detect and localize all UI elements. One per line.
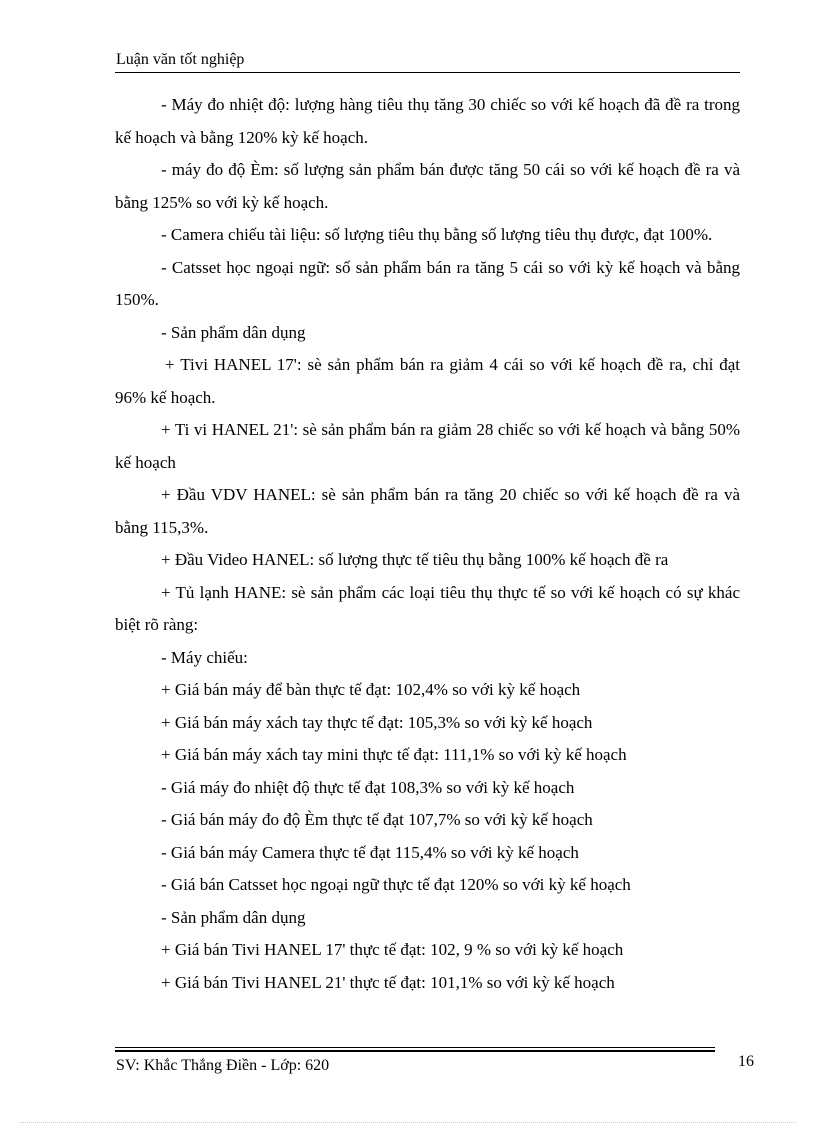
header-title: Luận văn tốt nghiệp bbox=[116, 51, 245, 68]
paragraph: - Sản phẩm dân dụng bbox=[161, 907, 306, 927]
paragraph: + Giá bán máy xách tay mini thực tế đạt: 111,1% so với kỳ kế hoạch bbox=[161, 745, 627, 764]
paragraph: + Giá bán Tivi HANEL 17' thực tế đạt: 102, 9 % so với kỳ kế hoạch bbox=[161, 940, 624, 959]
header-rule bbox=[115, 72, 740, 73]
paragraph: - Giá bán máy đo độ Èm thực tế đạt 107,7% so với kỳ kế hoạch bbox=[161, 810, 593, 829]
paragraph: - Sản phẩm dân dụng bbox=[161, 322, 306, 342]
page-number: 16 bbox=[738, 1053, 754, 1070]
paragraph: + Ti vi HANEL 21': sè sản phẩm bán ra giảm 28 chiếc so với kế hoạch và bằng 50% kế hoạch bbox=[115, 420, 740, 472]
paragraph: + Tivi HANEL 17': sè sản phẩm bán ra giảm 4 cái so với kế hoạch đề ra, chỉ đạt 96% kế hoạch. bbox=[115, 355, 740, 407]
footer-rule bbox=[115, 1047, 715, 1048]
paragraph: - Giá bán Catsset học ngoại ngữ thực tế đạt 120% so với kỳ kế hoạch bbox=[161, 875, 631, 894]
paragraph: - Giá máy đo nhiệt độ thực tế đạt 108,3% so với kỳ kế hoạch bbox=[161, 777, 575, 797]
paragraph: + Giá bán máy để bàn thực tế đạt: 102,4% so với kỳ kế hoạch bbox=[161, 680, 581, 699]
paragraph: + Đầu VDV HANEL: sè sản phẩm bán ra tăng 20 chiếc so với kế hoạch đề ra và bằng 115,3%. bbox=[115, 485, 740, 537]
footer-rule bbox=[115, 1050, 715, 1052]
paragraph: + Đầu Video HANEL: số lượng thực tế tiêu thụ bằng 100% kế hoạch đề ra bbox=[161, 550, 669, 569]
paragraph: - Máy chiếu: bbox=[161, 647, 248, 667]
paragraph: - Giá bán máy Camera thực tế đạt 115,4% so với kỳ kế hoạch bbox=[161, 842, 579, 862]
paragraph: + Tủ lạnh HANE: sè sản phẩm các loại tiêu thụ thực tế so với kế hoạch có sự khác biệt rõ ràng: bbox=[115, 582, 740, 634]
paragraph: + Giá bán máy xách tay thực tế đạt: 105,3% so với kỳ kế hoạch bbox=[161, 712, 593, 732]
body-text bbox=[115, 89, 740, 999]
footer-author: SV: Khắc Thắng Điền - Lớp: 620 bbox=[116, 1057, 330, 1074]
paragraph: + Giá bán Tivi HANEL 21' thực tế đạt: 101,1% so với kỳ kế hoạch bbox=[161, 972, 615, 992]
paragraph: - Catsset học ngoại ngữ: số sản phẩm bán ra tăng 5 cái so với kỳ kế hoạch và bằng 150%. bbox=[115, 257, 740, 309]
paragraph: - Camera chiếu tài liệu: số lượng tiêu thụ bằng số lượng tiêu thụ được, đạt 100%. bbox=[161, 225, 713, 244]
paragraph: - Máy đo nhiệt độ: lượng hàng tiêu thụ tăng 30 chiếc so với kế hoạch đã đề ra trong kế hoạch và bằng 120% kỳ kế hoạch. bbox=[115, 95, 740, 147]
paragraph: - máy đo độ Èm: số lượng sản phẩm bán được tăng 50 cái so với kế hoạch đề ra và bằng 125% so với kỳ kế hoạch. bbox=[115, 160, 740, 212]
